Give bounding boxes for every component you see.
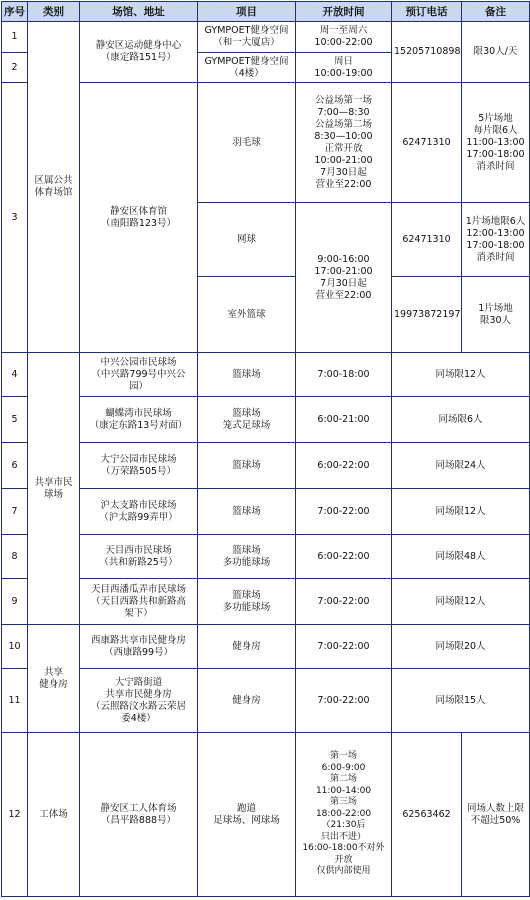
header-item: 项目 — [198, 2, 296, 22]
seq-cell: 10 — [2, 625, 28, 669]
note-cell: 同场限12人 — [392, 579, 530, 625]
seq-cell: 7 — [2, 489, 28, 535]
item-cell: 篮球场 笼式足球场 — [198, 397, 296, 443]
phone-cell: 19973872197 — [392, 277, 462, 353]
seq-cell: 3 — [2, 83, 28, 353]
venue-cell: 中兴公园市民球场 （中兴路799号中兴公 园） — [80, 353, 198, 397]
seq-cell: 8 — [2, 535, 28, 579]
note-cell: 1片场地限6人 12:00-13:00 17:00-18:00 消杀时间 — [462, 203, 530, 277]
hours-cell: 7:00-18:00 — [296, 353, 392, 397]
table-row — [2, 83, 530, 203]
table-row — [2, 579, 530, 625]
item-cell: 健身房 — [198, 625, 296, 669]
seq-cell: 4 — [2, 353, 28, 397]
venue-cell: 西康路共享市民健身房 （西康路99号） — [80, 625, 198, 669]
table-row — [2, 669, 530, 733]
hours-cell: 6:00-21:00 — [296, 397, 392, 443]
note-cell: 同场限6人 — [392, 397, 530, 443]
hours-cell: 第一场 6:00-9:00 第二场 11:00-14:00 第三场 18:00-22:00 （21:30后 只出不进） 16:00-18:00不对外 开放 仅供内部使用 — [296, 733, 392, 897]
venue-cell: 大宁路街道 共享市民健身房 （云照路汶水路云荣居 委4楼） — [80, 669, 198, 733]
hours-cell: 9:00-16:00 17:00-21:00 7月30日起 营业至22:00 — [296, 203, 392, 353]
note-cell: 同场限12人 — [392, 489, 530, 535]
note-cell: 同场限15人 — [392, 669, 530, 733]
header-category: 类别 — [28, 2, 80, 22]
item-cell: 篮球场 多功能球场 — [198, 535, 296, 579]
table-row — [2, 489, 530, 535]
table-row — [2, 733, 530, 897]
note-cell: 同场限48人 — [392, 535, 530, 579]
category-cell: 共享 健身房 — [28, 625, 80, 733]
hours-cell: 6:00-22:00 — [296, 535, 392, 579]
item-cell: GYMPOET健身空间 （和一大厦店） — [198, 22, 296, 53]
venue-cell: 静安区工人体育场 （昌平路888号） — [80, 733, 198, 897]
table-row — [2, 22, 530, 53]
venue-cell: 沪太支路市民球场 （沪太路99弄甲） — [80, 489, 198, 535]
seq-cell: 5 — [2, 397, 28, 443]
note-cell: 同场人数上限 不超过50% — [462, 733, 530, 897]
header-note: 备注 — [462, 2, 530, 22]
header-venue: 场馆、地址 — [80, 2, 198, 22]
seq-cell: 12 — [2, 733, 28, 897]
note-cell: 1片场地 限30人 — [462, 277, 530, 353]
category-cell: 区属公共 体育场馆 — [28, 22, 80, 353]
hours-cell: 周一至周六 10:00-22:00 — [296, 22, 392, 53]
category-cell: 共享市民 球场 — [28, 353, 80, 625]
table-row — [2, 353, 530, 397]
note-cell: 同场限12人 — [392, 353, 530, 397]
hours-cell: 公益场第一场 7:00—8:30 公益场第二场 8:30—10:00 正常开放 10:00-21:00 7月30日起 营业至22:00 — [296, 83, 392, 203]
note-cell: 同场限20人 — [392, 625, 530, 669]
item-cell: 网球 — [198, 203, 296, 277]
header-phone: 预订电话 — [392, 2, 462, 22]
table-row — [2, 443, 530, 489]
phone-cell: 62471310 — [392, 83, 462, 203]
seq-cell: 1 — [2, 22, 28, 53]
item-cell: 羽毛球 — [198, 83, 296, 203]
seq-cell: 6 — [2, 443, 28, 489]
item-cell: 篮球场 — [198, 353, 296, 397]
phone-cell: 62471310 — [392, 203, 462, 277]
note-cell: 5片场地 每片限6人 11:00-13:00 17:00-18:00 消杀时间 — [462, 83, 530, 203]
table-row — [2, 397, 530, 443]
item-cell: 篮球场 — [198, 489, 296, 535]
seq-cell: 2 — [2, 53, 28, 83]
item-cell: 跑道 足球场、网球场 — [198, 733, 296, 897]
item-cell: 篮球场 — [198, 443, 296, 489]
venue-cell: 静安区体育馆 （南阳路123号） — [80, 83, 198, 353]
header-hours: 开放时间 — [296, 2, 392, 22]
note-cell: 同场限24人 — [392, 443, 530, 489]
hours-cell: 7:00-22:00 — [296, 489, 392, 535]
table-row — [2, 535, 530, 579]
item-cell: 室外篮球 — [198, 277, 296, 353]
venue-cell: 天目西潘瓜弄市民球场 （天目西路共和新路高 架下） — [80, 579, 198, 625]
item-cell: 篮球场 多功能球场 — [198, 579, 296, 625]
venue-cell: 蝴蝶湾市民球场 （康定东路13号对面） — [80, 397, 198, 443]
hours-cell: 6:00-22:00 — [296, 443, 392, 489]
phone-cell: 62563462 — [392, 733, 462, 897]
venue-cell: 天目西市民球场 （共和新路25号） — [80, 535, 198, 579]
hours-cell: 7:00-22:00 — [296, 669, 392, 733]
seq-cell: 11 — [2, 669, 28, 733]
venue-cell: 静安区运动健身中心 （康定路151号） — [80, 22, 198, 83]
hours-cell: 7:00-22:00 — [296, 625, 392, 669]
category-cell: 工体场 — [28, 733, 80, 897]
item-cell: GYMPOET健身空间 （4楼） — [198, 53, 296, 83]
venue-cell: 大宁公园市民球场 （万荣路505号） — [80, 443, 198, 489]
phone-cell: 15205710898 — [392, 22, 462, 83]
table-header-row — [2, 2, 530, 22]
seq-cell: 9 — [2, 579, 28, 625]
hours-cell: 7:00-22:00 — [296, 579, 392, 625]
header-seq: 序号 — [2, 2, 28, 22]
note-cell: 限30人/天 — [462, 22, 530, 83]
venue-table — [1, 1, 530, 897]
table-row — [2, 625, 530, 669]
hours-cell: 周日 10:00-19:00 — [296, 53, 392, 83]
item-cell: 健身房 — [198, 669, 296, 733]
